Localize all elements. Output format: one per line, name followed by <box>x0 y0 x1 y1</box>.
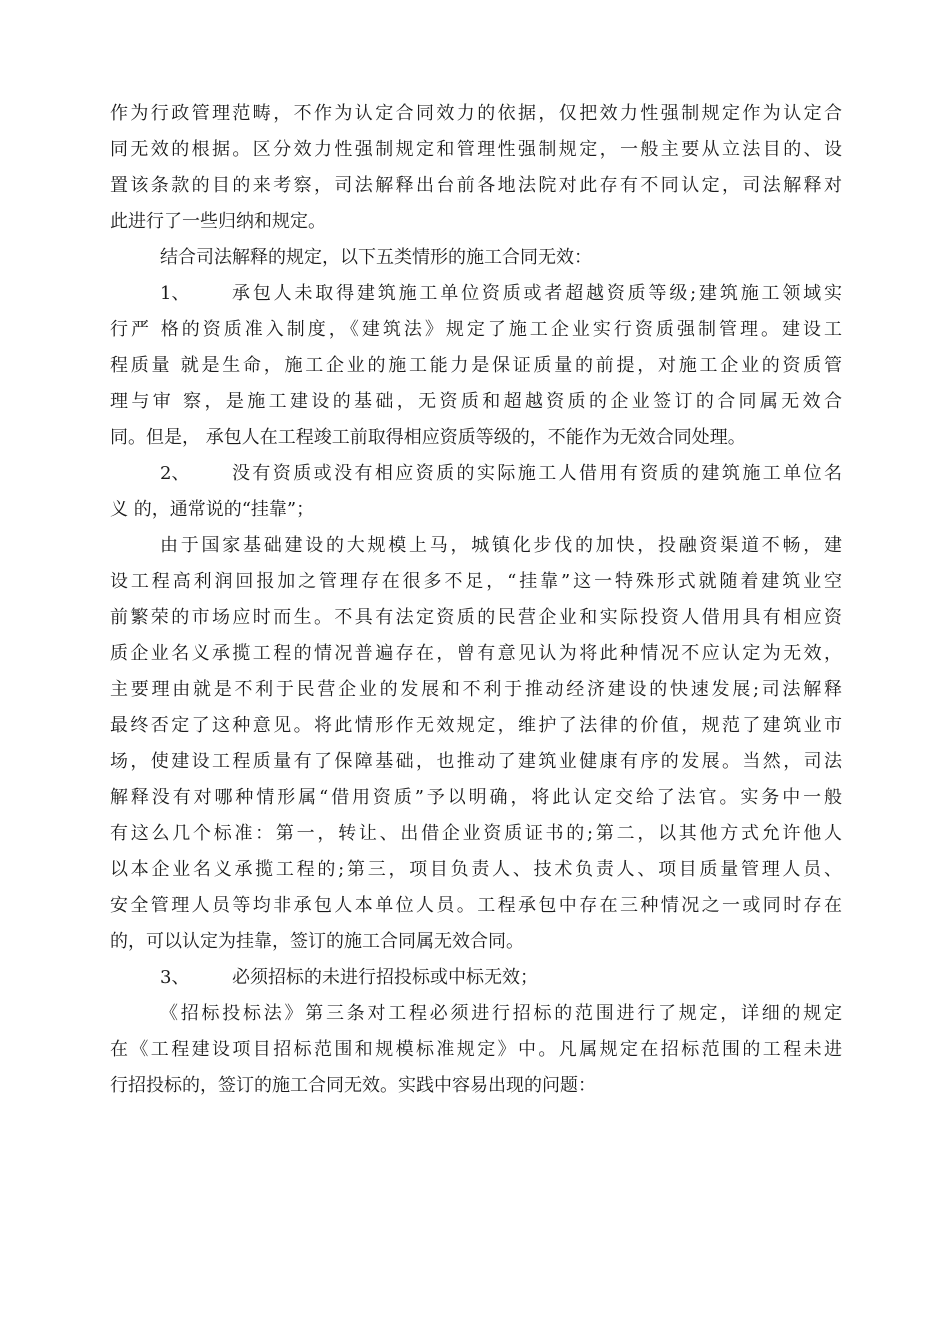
text-line: 以本企业名义承揽工程的;第三，项目负责人、技术负责人、项目质量管理人员、 <box>110 859 842 880</box>
text-line: 质企业名义承揽工程的情况普遍存在，曾有意见认为将此种情况不应认定为无效， <box>110 643 842 664</box>
text-line: 设工程高利润回报加之管理存在很多不足，“挂靠”这一特殊形式就随着建筑业空 <box>110 571 842 592</box>
text-line: 行严 格的资质准入制度，《建筑法》规定了施工企业实行资质强制管理。建设工 <box>110 319 842 340</box>
text-line: 的，可以认定为挂靠，签订的施工合同属无效合同。 <box>110 931 524 952</box>
list-item-heading <box>110 960 842 996</box>
text-line: 有这么几个标准：第一，转让、出借企业资质证书的;第二，以其他方式允许他人 <box>110 823 842 844</box>
text-line: 结合司法解释的规定，以下五类情形的施工合同无效： <box>160 247 592 268</box>
text-line: 理与审 察，是施工建设的基础，无资质和超越资质的企业签订的合同属无效合 <box>110 391 842 412</box>
text-line: 在《工程建设项目招标范围和规模标准规定》中。凡属规定在招标范围的工程未进 <box>110 1039 842 1060</box>
text-line: 场，使建设工程质量有了保障基础，也推动了建筑业健康有序的发展。当然，司法 <box>110 751 842 772</box>
text-line: 由于国家基础建设的大规模上马，城镇化步伐的加快，投融资渠道不畅，建 <box>160 535 842 556</box>
text-line: 此进行了一些归纳和规定。 <box>110 211 326 232</box>
document-body <box>110 96 842 1104</box>
text-line: 置该条款的目的来考察，司法解释出台前各地法院对此存有不同认定，司法解释对 <box>110 175 842 196</box>
text-line: 主要理由就是不利于民营企业的发展和不利于推动经济建设的快速发展;司法解释 <box>110 679 842 700</box>
list-item-heading <box>110 276 842 312</box>
text-line: 解释没有对哪种情形属“借用资质”予以明确，将此认定交给了法官。实务中一般 <box>110 787 842 808</box>
text-line: 前繁荣的市场应时而生。不具有法定资质的民营企业和实际投资人借用具有相应资 <box>110 607 842 628</box>
text-line: 安全管理人员等均非承包人本单位人员。工程承包中存在三种情况之一或同时存在 <box>110 895 842 916</box>
list-item-3 <box>110 960 842 996</box>
list-number: 3、 <box>160 967 190 988</box>
text-line: 没有资质或没有相应资质的实际施工人借用有资质的建筑施工单位名 <box>232 463 842 484</box>
text-line: 行招投标的，签订的施工合同无效。实践中容易出现的问题： <box>110 1075 596 1096</box>
text-line: 必须招标的未进行招投标或中标无效； <box>232 967 538 988</box>
list-item-2 <box>110 456 842 528</box>
paragraph-bidding-law <box>110 996 842 1104</box>
list-number: 2、 <box>160 463 190 484</box>
text-line: 承包人未取得建筑施工单位资质或者超越资质等级;建筑施工领域实 <box>232 283 842 304</box>
paragraph-affiliation-explanation <box>110 528 842 960</box>
text-line: 同无效的根据。区分效力性强制规定和管理性强制规定，一般主要从立法目的、设 <box>110 139 842 160</box>
text-line: 程质量 就是生命，施工企业的施工能力是保证质量的前提，对施工企业的资质管 <box>110 355 842 376</box>
text-line: 《招标投标法》第三条对工程必须进行招标的范围进行了规定，详细的规定 <box>160 1003 842 1024</box>
list-item-1 <box>110 276 842 456</box>
paragraph-validity-rules <box>110 96 842 240</box>
text-line: 作为行政管理范畴，不作为认定合同效力的依据，仅把效力性强制规定作为认定合 <box>110 103 842 124</box>
list-item-heading <box>110 456 842 492</box>
list-number: 1、 <box>160 283 190 304</box>
paragraph-five-categories-intro <box>110 240 842 276</box>
text-line: 最终否定了这种意见。将此情形作无效规定，维护了法律的价值，规范了建筑业市 <box>110 715 842 736</box>
text-line: 义 的，通常说的“挂靠”； <box>110 499 315 520</box>
text-line: 同。但是， 承包人在工程竣工前取得相应资质等级的，不能作为无效合同处理。 <box>110 427 746 448</box>
